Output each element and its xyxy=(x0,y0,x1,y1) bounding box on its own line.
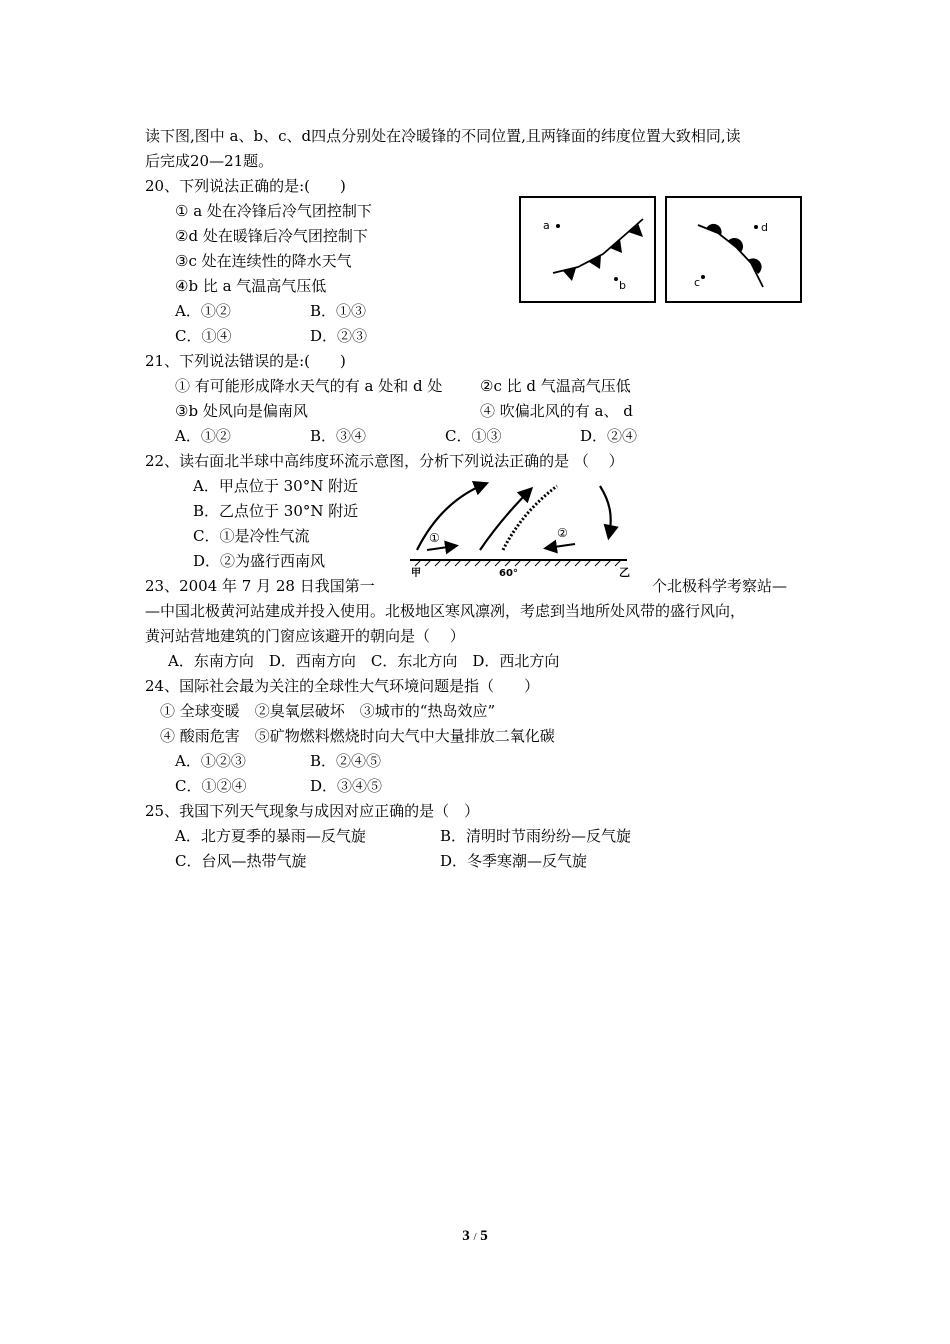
label-1: ① xyxy=(429,531,440,545)
q21-stem: 21、下列说法错误的是:( ) xyxy=(145,352,346,370)
q22-option-a: A．甲点位于 30°N 附近 xyxy=(193,477,359,495)
left-ascending-arrow xyxy=(417,484,485,550)
arrow-2 xyxy=(547,544,575,548)
middle-ascending-arrow xyxy=(480,490,530,550)
circulation-diagram xyxy=(405,478,645,580)
point-c-label: c xyxy=(694,276,701,289)
q22-stem: 22、读右面北半球中高纬度环流示意图，分析下列说法正确的是 （ ） xyxy=(145,452,624,470)
q25-option-b: B．清明时节雨纷纷—反气旋 xyxy=(440,827,632,845)
q21-statement-2: ②c 比 d 气温高气压低 xyxy=(480,377,631,395)
front-diagram xyxy=(518,195,806,305)
label-jia: 甲 xyxy=(411,568,421,579)
q21-statement-1: ① 有可能形成降水天气的有 a 处和 d 处 xyxy=(175,377,443,395)
q25-option-d: D．冬季寒潮—反气旋 xyxy=(440,852,588,870)
label-lat: 60° xyxy=(499,568,518,579)
page-current: 3 xyxy=(462,1228,470,1244)
warm-front-line xyxy=(698,225,763,287)
q22-option-c: C．①是冷性气流 xyxy=(193,527,310,545)
warm-front-semicircle-2 xyxy=(728,238,743,252)
q24-statement-1: ① 全球变暖 ②臭氧层破坏 ③城市的“热岛效应” xyxy=(160,702,496,720)
q23-line-3: 黄河站营地建筑的门窗应该避开的朝向是（ ） xyxy=(145,627,465,645)
q24-option-c: C．①②④ xyxy=(175,777,247,795)
q21-statement-4: ④ 吹偏北风的有 a、 d xyxy=(480,402,633,420)
point-d-label: d xyxy=(761,221,768,234)
q22-option-d: D．②为盛行西南风 xyxy=(193,552,326,570)
q20-option-c: C．①④ xyxy=(175,327,232,345)
q20-option-a: A．①② xyxy=(175,302,231,320)
label-2: ② xyxy=(557,526,568,540)
arrow-1 xyxy=(427,546,455,550)
q20-statement-3: ③c 处在连续性的降水天气 xyxy=(175,252,352,270)
q24-stem: 24、国际社会最为关注的全球性大气环境问题是指（ ） xyxy=(145,677,540,695)
q25-stem: 25、我国下列天气现象与成因对应正确的是（ ） xyxy=(145,802,480,820)
point-c-dot xyxy=(701,275,705,279)
q25-option-c: C．台风—热带气旋 xyxy=(175,852,307,870)
point-d-dot xyxy=(754,225,758,229)
point-a-dot xyxy=(556,224,560,228)
q24-option-b: B．②④⑤ xyxy=(310,752,382,770)
q21-statement-3: ③b 处风向是偏南风 xyxy=(175,402,308,420)
q22-option-b: B．乙点位于 30°N 附近 xyxy=(193,502,359,520)
cold-front-panel xyxy=(520,197,655,302)
intro-line-2: 后完成20—21题。 xyxy=(145,152,274,170)
page-separator: / xyxy=(473,1231,477,1243)
q20-statement-2: ②d 处在暖锋后冷气团控制下 xyxy=(175,227,368,245)
page-total: 5 xyxy=(480,1228,488,1244)
q25-option-a: A．北方夏季的暴雨—反气旋 xyxy=(175,827,366,845)
point-b-dot xyxy=(614,277,618,281)
q20-stem: 20、下列说法正确的是:( ) xyxy=(145,177,346,195)
q24-statement-2: ④ 酸雨危害 ⑤矿物燃料燃烧时向大气中大量排放二氧化碳 xyxy=(160,727,555,745)
q20-option-d: D．②③ xyxy=(310,327,368,345)
q24-option-a: A．①②③ xyxy=(175,752,246,770)
point-b-label: b xyxy=(619,279,626,292)
label-yi: 乙 xyxy=(619,566,630,579)
q23-line-2: —中国北极黄河站建成并投入使用。北极地区寒风凛冽，考虑到当地所处风带的盛行风向， xyxy=(145,602,746,620)
q20-statement-4: ④b 比 a 气温高气压低 xyxy=(175,277,327,295)
right-descending-arrow xyxy=(600,486,611,536)
q21-option-a: A．①② xyxy=(175,427,231,445)
point-a-label: a xyxy=(543,219,550,232)
cold-front-triangle-2 xyxy=(589,255,601,269)
q23-line-1a: 23、2004 年 7 月 28 日我国第一 xyxy=(145,577,375,595)
q20-statement-1: ① a 处在冷锋后冷气团控制下 xyxy=(175,202,372,220)
q21-option-c: C．①③ xyxy=(445,427,502,445)
q20-option-b: B．①③ xyxy=(310,302,367,320)
q21-option-b: B．③④ xyxy=(310,427,367,445)
page-number xyxy=(0,1228,950,1245)
intro-line-1: 读下图,图中 a、b、c、d四点分别处在冷暖锋的不同位置,且两锋面的纬度位置大致相同,读 xyxy=(145,127,741,145)
warm-front-semicircle-1 xyxy=(706,224,722,235)
polar-front-dashed xyxy=(503,486,557,550)
q23-options: A．东南方向 D．西南方向 C．东北方向 D．西北方向 xyxy=(168,652,560,670)
q21-option-d: D．②④ xyxy=(580,427,638,445)
q24-option-d: D．③④⑤ xyxy=(310,777,383,795)
q23-line-1b: 个北极科学考察站— xyxy=(652,577,788,595)
warm-front-panel xyxy=(666,197,801,302)
